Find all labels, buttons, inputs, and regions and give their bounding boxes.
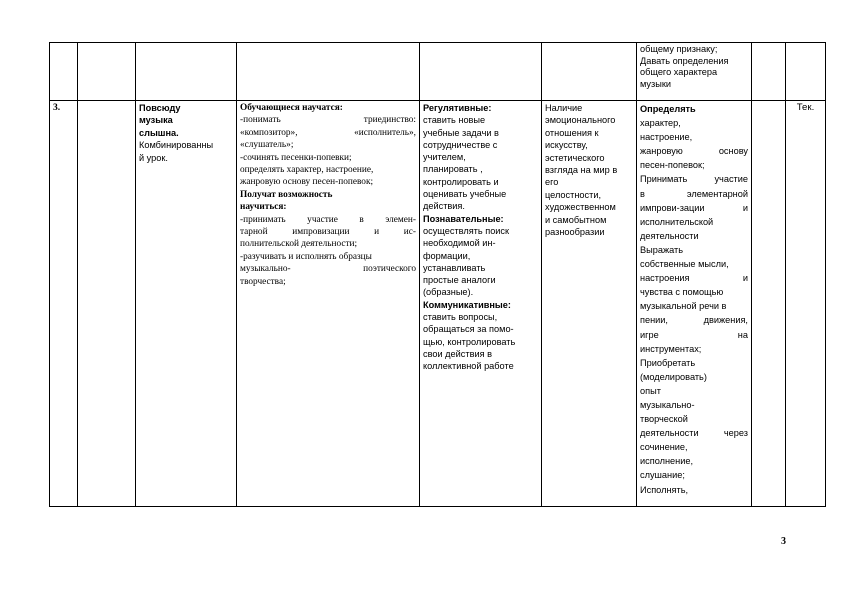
uud-results <box>420 101 542 507</box>
activity-types <box>637 101 752 507</box>
activity-top-line: общего характера <box>640 67 718 78</box>
cognitive-line: (образные). <box>423 287 474 298</box>
communicative-line: свои действия в <box>423 348 492 359</box>
regulative-line: сотрудничестве с <box>423 139 498 150</box>
personal-line: его <box>545 177 559 188</box>
cell-top-subject <box>237 43 420 101</box>
regulative-line: учителем, <box>423 152 466 163</box>
activity-line: жанровую основу <box>640 146 748 157</box>
activity-line: Исполнять, <box>640 484 689 495</box>
cognitive-line: формации, <box>423 250 471 261</box>
cognitive-line: необходимой ин- <box>423 238 496 249</box>
chance-title: научиться: <box>240 202 287 213</box>
personal-line: Наличие <box>545 103 583 113</box>
regulative-title: Регулятивные: <box>423 103 492 113</box>
activity-line: музыкальной речи в <box>640 301 727 312</box>
learn-title: Обучающиеся научатся: <box>240 103 343 113</box>
cognitive-line: осуществлять поиск <box>423 225 510 236</box>
activity-line: Определять <box>640 104 696 114</box>
control-type: Тек. <box>786 101 826 507</box>
activity-line: исполнение, <box>640 456 694 467</box>
chance-item: -принимать участие в элемен- <box>240 214 416 225</box>
activity-line: музыкально- <box>640 399 695 410</box>
cognitive-line: устанавливать <box>423 262 486 273</box>
regulative-line: действия. <box>423 201 465 212</box>
lesson-number: 3. <box>50 101 78 507</box>
learn-item: -сочинять песенки-попевки; <box>240 152 352 163</box>
lesson-plan-table <box>49 42 826 507</box>
cell-top-personal <box>542 43 637 101</box>
chance-item: музыкально- поэтического <box>240 264 416 275</box>
communicative-line: обращаться за помо- <box>423 324 514 335</box>
chance-item: тарной импровизации и ис- <box>240 227 416 238</box>
cell-top-empty-2 <box>752 43 786 101</box>
cognitive-line: простые аналоги <box>423 275 496 286</box>
activity-line: Выражать <box>640 244 683 255</box>
communicative-title: Коммуникативные: <box>423 299 511 310</box>
chance-item: -разучивать и исполнять образцы <box>240 251 372 262</box>
activity-line: импрови-зации и <box>640 202 748 213</box>
chance-item: полнительской деятельности; <box>240 239 358 250</box>
communicative-line: щью, контролировать <box>423 336 516 347</box>
personal-line: и самобытном <box>545 214 607 225</box>
regulative-line: ставить новые <box>423 115 486 126</box>
learn-item: «композитор», «исполнитель», <box>240 127 416 138</box>
activity-line: в элементарной <box>640 188 748 199</box>
topic-line: й урок. <box>139 152 168 163</box>
regulative-line: планировать , <box>423 164 483 175</box>
regulative-line: учебные задачи в <box>423 127 499 138</box>
activity-line: пении, движения, <box>640 315 748 326</box>
personal-line: искусству, <box>545 140 588 151</box>
table-row-lesson-3 <box>50 101 826 507</box>
activity-line: песен-попевок; <box>640 160 705 171</box>
activity-line: собственные мысли, <box>640 259 729 270</box>
activity-line: (моделировать) <box>640 371 707 382</box>
cell-top-topic <box>136 43 237 101</box>
lesson-topic <box>136 101 237 507</box>
activity-line: слушание; <box>640 470 685 481</box>
communicative-line: ставить вопросы, <box>423 312 498 323</box>
chance-title: Получат возможность <box>240 189 333 200</box>
cognitive-title: Познавательные: <box>423 213 504 224</box>
activity-line: чувства с помощью <box>640 287 724 298</box>
communicative-line: коллективной работе <box>423 361 514 372</box>
topic-line: слышна. <box>139 127 179 138</box>
activity-line: игре на <box>640 329 748 340</box>
personal-line: разнообразии <box>545 227 605 238</box>
regulative-line: оценивать учебные <box>423 189 507 200</box>
learn-item: определять характер, настроение, <box>240 165 374 176</box>
personal-results <box>542 101 637 507</box>
personal-line: художественном <box>545 202 616 213</box>
activity-top-line: Давать определения <box>640 55 729 66</box>
cell-top-activity <box>637 43 752 101</box>
activity-line: Приобретать <box>640 357 696 368</box>
learn-item: «слушатель»; <box>240 140 294 151</box>
cell-top-control <box>786 43 826 101</box>
activity-line: настроение, <box>640 132 693 143</box>
topic-line: музыка <box>139 115 173 126</box>
personal-line: целостности, <box>545 189 602 200</box>
personal-line: эстетического <box>545 152 605 163</box>
activity-line: деятельности через <box>640 428 748 439</box>
chance-item: творчества; <box>240 276 286 287</box>
personal-line: отношения к <box>545 127 599 138</box>
activity-line: характер, <box>640 118 681 129</box>
learn-item: жанровую основу песен-попевок; <box>240 177 374 188</box>
activity-line: творческой <box>640 414 688 425</box>
learn-item: -понимать триединство: <box>240 115 416 126</box>
activity-line: Принимать участие <box>640 174 748 185</box>
activity-line: инструментах; <box>640 343 702 354</box>
activity-line: деятельности <box>640 230 699 241</box>
activity-line: настроения и <box>640 273 748 284</box>
activity-line: исполнительской <box>640 216 714 227</box>
table-row-top <box>50 43 826 101</box>
activity-top-line: общему признаку; <box>640 44 718 54</box>
page-number: 3 <box>781 536 786 547</box>
cell-top-uud <box>420 43 542 101</box>
cell-empty-1 <box>78 101 136 507</box>
personal-line: эмоционального <box>545 115 616 126</box>
activity-line: сочинение, <box>640 442 688 453</box>
activity-line: опыт <box>640 385 661 396</box>
subject-results <box>237 101 420 507</box>
cell-empty-2 <box>752 101 786 507</box>
personal-line: взгляда на мир в <box>545 165 618 176</box>
activity-top-line: музыки <box>640 78 671 89</box>
cell-top-empty-1 <box>78 43 136 101</box>
topic-line: Повсюду <box>139 103 181 113</box>
cell-top-number <box>50 43 78 101</box>
topic-line: Комбинированны <box>139 140 214 151</box>
regulative-line: контролировать и <box>423 176 499 187</box>
